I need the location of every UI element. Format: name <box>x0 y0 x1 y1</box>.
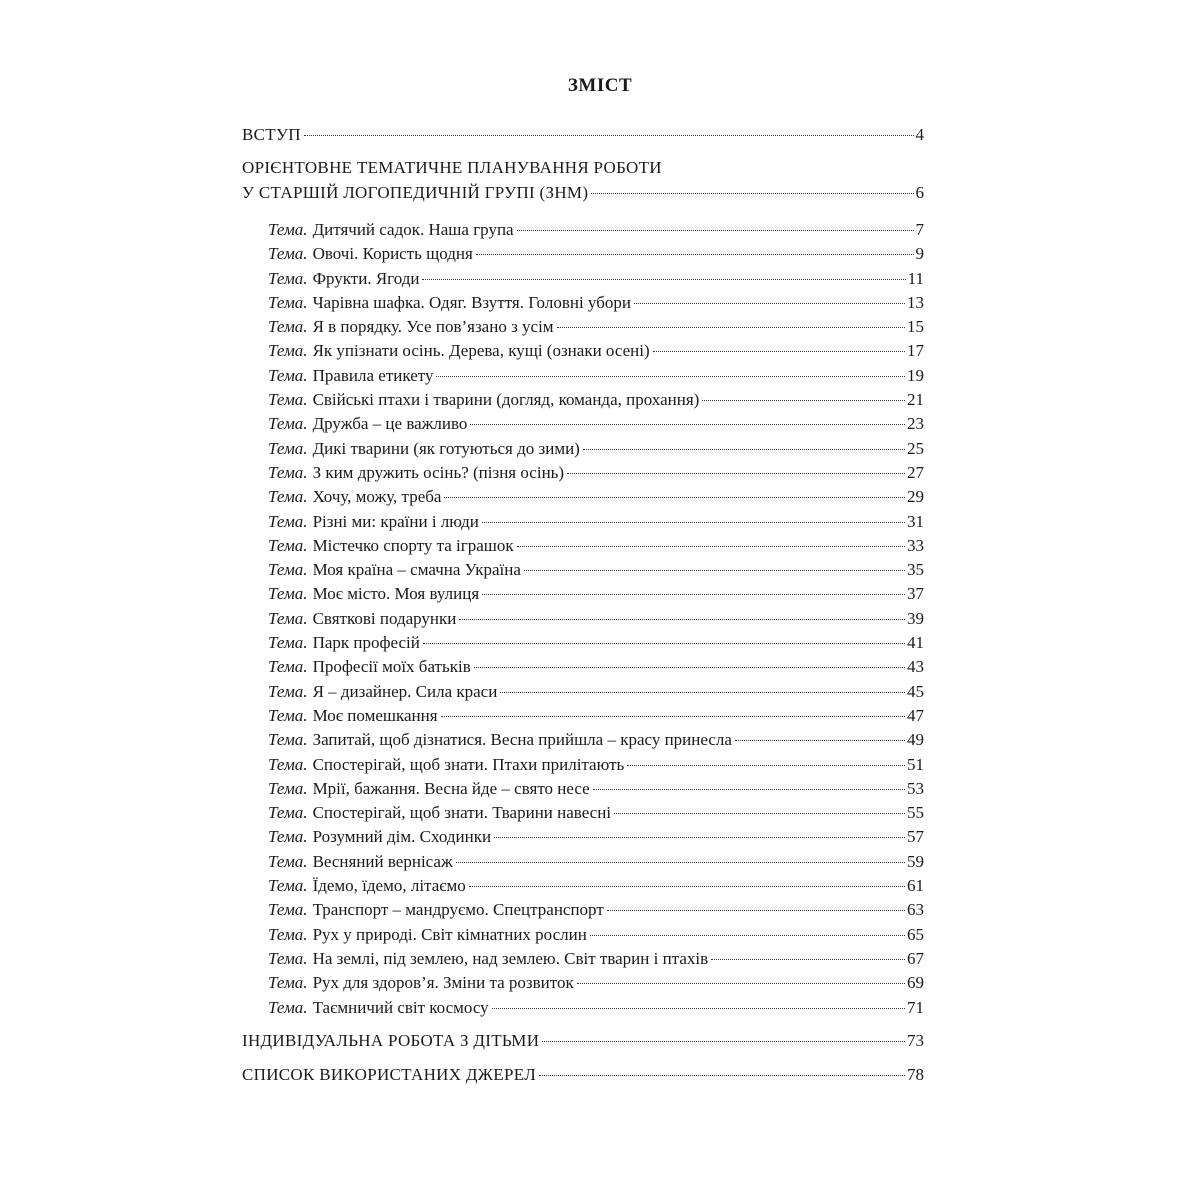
toc-page-number: 7 <box>915 220 924 239</box>
table-of-contents <box>242 122 924 1088</box>
dot-leader <box>482 522 905 523</box>
topic-prefix: Тема. <box>268 633 308 653</box>
toc-page-number: 55 <box>907 803 924 823</box>
toc-entry-label: ІНДИВІДУАЛЬНА РОБОТА З ДІТЬМИ <box>242 1030 540 1050</box>
toc-page-number: 71 <box>907 997 924 1017</box>
topic-prefix: Тема. <box>268 535 308 555</box>
topic-title: Хочу, можу, треба <box>312 487 442 507</box>
topic-prefix: Тема. <box>268 754 308 774</box>
topic-title: Моя країна – смачна Україна <box>312 560 521 580</box>
toc-page-number: 9 <box>915 244 924 264</box>
toc-topic-entry <box>242 242 924 266</box>
toc-page-number: 45 <box>907 681 924 701</box>
dot-leader <box>542 1041 905 1042</box>
toc-page-number: 19 <box>907 365 924 385</box>
topic-prefix: Тема. <box>268 876 308 896</box>
topic-prefix: Тема. <box>268 778 308 798</box>
topic-prefix: Тема. <box>268 292 308 312</box>
toc-topic-entry <box>242 850 924 874</box>
topic-title: Рух для здоров’я. Зміни та розвиток <box>312 973 574 993</box>
toc-topic-entry <box>242 510 924 534</box>
toc-entry-sources <box>242 1062 924 1088</box>
toc-topic-entry <box>242 898 924 922</box>
toc-page-number: 61 <box>907 876 924 896</box>
dot-leader <box>494 837 905 838</box>
topic-prefix: Тема. <box>268 414 308 434</box>
toc-page-number: 39 <box>907 608 924 628</box>
topic-prefix: Тема. <box>268 244 308 264</box>
topic-title: Рух у природі. Світ кімнатних рослин <box>312 924 587 944</box>
toc-topic-entry <box>242 388 924 412</box>
toc-topic-entry <box>242 485 924 509</box>
toc-topic-entry <box>242 582 924 606</box>
topic-prefix: Тема. <box>268 803 308 823</box>
topic-title: Святкові подарунки <box>312 608 457 628</box>
toc-page-number: 4 <box>915 125 924 144</box>
topic-prefix: Тема. <box>268 220 308 239</box>
topic-title: Професії моїх батьків <box>312 657 471 677</box>
toc-topic-entry <box>242 777 924 801</box>
toc-topic-entry <box>242 874 924 898</box>
dot-leader <box>500 692 905 693</box>
topic-title: Фрукти. Ягоди <box>312 268 420 288</box>
toc-page-number: 47 <box>907 705 924 725</box>
toc-page-number: 49 <box>907 730 924 750</box>
dot-leader <box>469 886 905 887</box>
dot-leader <box>577 983 905 984</box>
dot-leader <box>459 619 905 620</box>
dot-leader <box>634 303 905 304</box>
dot-leader <box>711 959 905 960</box>
toc-topic-entry <box>242 680 924 704</box>
dot-leader <box>607 910 905 911</box>
topic-title: Овочі. Користь щодня <box>312 244 473 264</box>
dot-leader <box>304 135 914 136</box>
toc-page-number: 13 <box>907 292 924 312</box>
toc-section-heading: ОРІЄНТОВНЕ ТЕМАТИЧНЕ ПЛАНУВАННЯ РОБОТИ <box>242 158 662 177</box>
dot-leader <box>557 327 905 328</box>
toc-page-number: 59 <box>907 851 924 871</box>
toc-topic-entry <box>242 801 924 825</box>
topic-title: Як упізнати осінь. Дерева, кущі (ознаки осені) <box>312 341 650 361</box>
topic-prefix: Тема. <box>268 973 308 993</box>
topic-prefix: Тема. <box>268 924 308 944</box>
topic-prefix: Тема. <box>268 268 308 288</box>
topic-prefix: Тема. <box>268 560 308 580</box>
dot-leader <box>702 400 905 401</box>
dot-leader <box>422 279 905 280</box>
toc-page-number: 25 <box>907 438 924 458</box>
topic-prefix: Тема. <box>268 584 308 604</box>
dot-leader <box>590 935 905 936</box>
topic-title: Я в порядку. Усе пов’язано з усім <box>312 317 554 337</box>
topic-prefix: Тема. <box>268 900 308 920</box>
topic-prefix: Тема. <box>268 438 308 458</box>
topic-title: Розумний дім. Сходинки <box>312 827 492 847</box>
toc-topic-entry <box>242 339 924 363</box>
topic-title: Правила етикету <box>312 365 434 385</box>
dot-leader <box>444 497 905 498</box>
dot-leader <box>517 546 905 547</box>
toc-topic-entry <box>242 218 924 242</box>
toc-page-number: 15 <box>907 317 924 337</box>
dot-leader <box>436 376 905 377</box>
topic-title: Мрії, бажання. Весна йде – свято несе <box>312 778 590 798</box>
toc-topic-entry <box>242 655 924 679</box>
toc-page-number: 27 <box>907 462 924 482</box>
dot-leader <box>456 862 905 863</box>
dot-leader <box>591 193 913 194</box>
topic-list <box>242 218 924 1020</box>
toc-page-number: 33 <box>907 535 924 555</box>
toc-entry-intro <box>242 122 924 148</box>
topic-title: Містечко спорту та іграшок <box>312 535 514 555</box>
toc-entry-planning <box>242 180 924 206</box>
toc-page-number: 21 <box>907 390 924 410</box>
topic-title: Спостерігай, щоб знати. Тварини навесні <box>312 803 612 823</box>
dot-leader <box>539 1075 905 1076</box>
toc-page-number: 17 <box>907 341 924 361</box>
topic-title: На землі, під землею, над землею. Світ тварин і птахів <box>312 948 709 968</box>
toc-topic-entry <box>242 753 924 777</box>
topic-prefix: Тема. <box>268 317 308 337</box>
dot-leader <box>441 716 905 717</box>
toc-topic-entry <box>242 996 924 1020</box>
topic-title: Запитай, щоб дізнатися. Весна прийшла – красу принесла <box>312 730 732 750</box>
toc-page-number: 11 <box>907 268 924 288</box>
toc-topic-entry <box>242 412 924 436</box>
topic-title: Спостерігай, щоб знати. Птахи прилітають <box>312 754 625 774</box>
toc-topic-entry <box>242 947 924 971</box>
toc-topic-entry <box>242 364 924 388</box>
toc-entry-label: СПИСОК ВИКОРИСТАНИХ ДЖЕРЕЛ <box>242 1064 537 1084</box>
topic-prefix: Тема. <box>268 487 308 507</box>
dot-leader <box>614 813 905 814</box>
topic-prefix: Тема. <box>268 730 308 750</box>
topic-prefix: Тема. <box>268 365 308 385</box>
topic-title: Моє помешкання <box>312 705 438 725</box>
topic-title: Дикі тварини (як готуються до зими) <box>312 438 580 458</box>
topic-title: Моє місто. Моя вулиця <box>312 584 480 604</box>
toc-page-number: 69 <box>907 973 924 993</box>
dot-leader <box>470 424 905 425</box>
topic-title: Весняний вернісаж <box>312 851 453 871</box>
toc-topic-entry <box>242 607 924 631</box>
toc-entry-individual <box>242 1028 924 1054</box>
topic-prefix: Тема. <box>268 462 308 482</box>
topic-prefix: Тема. <box>268 948 308 968</box>
toc-page-number: 78 <box>907 1064 924 1084</box>
toc-topic-entry <box>242 437 924 461</box>
topic-title: Парк професій <box>312 633 420 653</box>
toc-page-number: 35 <box>907 560 924 580</box>
toc-page-number: 43 <box>907 657 924 677</box>
topic-title: Чарівна шафка. Одяг. Взуття. Головні убори <box>312 292 631 312</box>
dot-leader <box>524 570 905 571</box>
toc-topic-entry <box>242 728 924 752</box>
topic-title: Таємничий світ космосу <box>312 997 489 1017</box>
topic-prefix: Тема. <box>268 681 308 701</box>
topic-prefix: Тема. <box>268 390 308 410</box>
topic-prefix: Тема. <box>268 608 308 628</box>
toc-page-number: 23 <box>907 414 924 434</box>
dot-leader <box>653 351 905 352</box>
dot-leader <box>492 1008 905 1009</box>
topic-prefix: Тема. <box>268 341 308 361</box>
toc-topic-entry <box>242 534 924 558</box>
toc-page-number: 31 <box>907 511 924 531</box>
topic-prefix: Тема. <box>268 851 308 871</box>
toc-topic-entry <box>242 971 924 995</box>
dot-leader <box>583 449 905 450</box>
topic-prefix: Тема. <box>268 657 308 677</box>
dot-leader <box>567 473 905 474</box>
topic-prefix: Тема. <box>268 827 308 847</box>
toc-topic-entry <box>242 315 924 339</box>
topic-title: Їдемо, їдемо, літаємо <box>312 876 466 896</box>
dot-leader <box>593 789 905 790</box>
dot-leader <box>735 740 905 741</box>
toc-topic-entry <box>242 461 924 485</box>
topic-prefix: Тема. <box>268 705 308 725</box>
dot-leader <box>474 667 905 668</box>
toc-topic-entry <box>242 291 924 315</box>
toc-page-number: 53 <box>907 778 924 798</box>
dot-leader <box>627 765 905 766</box>
dot-leader <box>517 230 914 231</box>
page-title: ЗМІСТ <box>567 75 633 96</box>
topic-prefix: Тема. <box>268 997 308 1017</box>
topic-title: Різні ми: країни і люди <box>312 511 479 531</box>
toc-topic-entry <box>242 923 924 947</box>
dot-leader <box>476 254 914 255</box>
toc-page-number: 57 <box>907 827 924 847</box>
toc-topic-entry <box>242 267 924 291</box>
topic-title: Свійські птахи і тварини (догляд, команда, прохання) <box>312 390 700 410</box>
topic-title: Транспорт – мандруємо. Спецтранспорт <box>312 900 604 920</box>
topic-title: Я – дизайнер. Сила краси <box>312 681 498 701</box>
dot-leader <box>482 594 905 595</box>
dot-leader <box>423 643 905 644</box>
topic-title: Дитячий садок. Наша група <box>312 220 514 239</box>
toc-page-number: 29 <box>907 487 924 507</box>
topic-prefix: Тема. <box>268 511 308 531</box>
toc-page-number: 6 <box>915 183 924 202</box>
toc-page-number: 65 <box>907 924 924 944</box>
toc-page-number: 73 <box>907 1030 924 1050</box>
topic-title: З ким дружить осінь? (пізня осінь) <box>312 462 565 482</box>
toc-page-number: 41 <box>907 633 924 653</box>
toc-entry-label: У СТАРШІЙ ЛОГОПЕДИЧНІЙ ГРУПІ (ЗНМ) <box>242 183 589 202</box>
toc-page-number: 63 <box>907 900 924 920</box>
toc-topic-entry <box>242 631 924 655</box>
topic-title: Дружба – це важливо <box>312 414 468 434</box>
toc-topic-entry <box>242 558 924 582</box>
toc-page-number: 51 <box>907 754 924 774</box>
toc-topic-entry <box>242 825 924 849</box>
toc-topic-entry <box>242 704 924 728</box>
toc-page-number: 37 <box>907 584 924 604</box>
toc-entry-label: ВСТУП <box>242 125 301 144</box>
toc-page-number: 67 <box>907 948 924 968</box>
